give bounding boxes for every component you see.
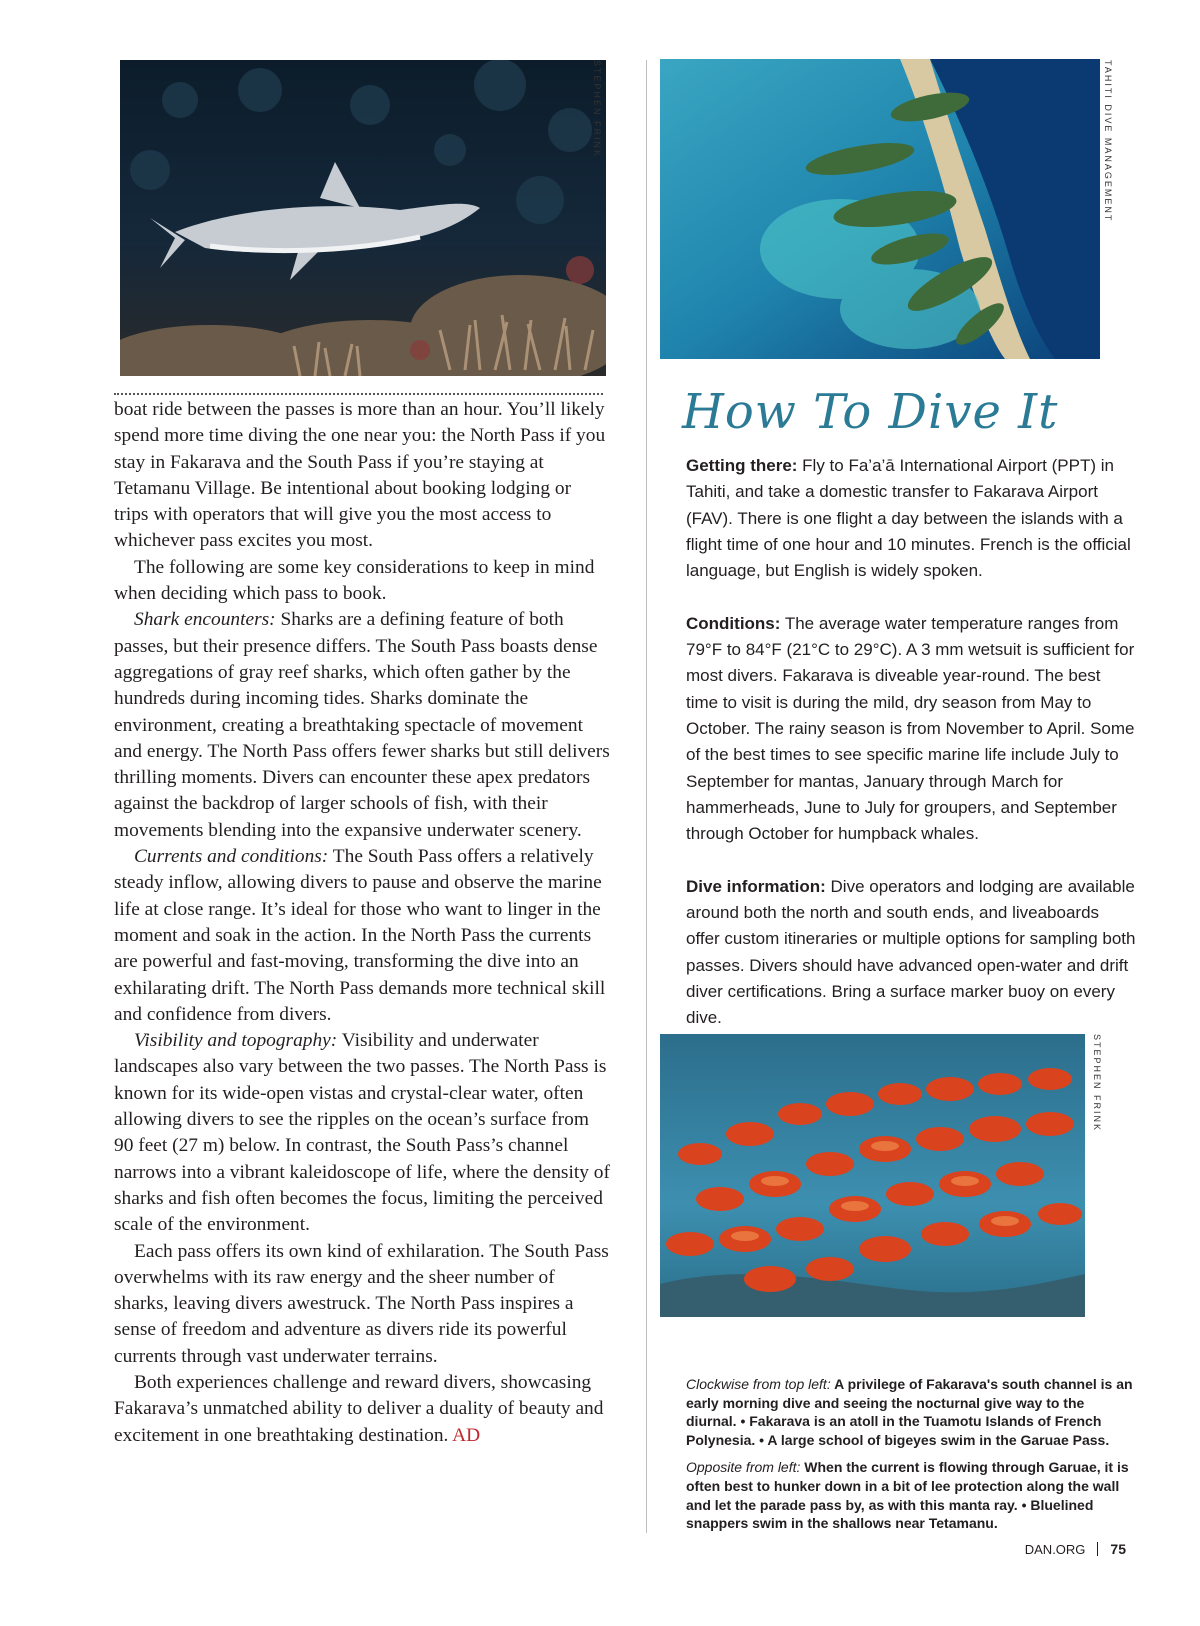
how-to-dive-it-sidebar [686, 453, 1136, 1058]
paragraph-lead: Shark encounters: [134, 609, 276, 631]
getting-there-text: Fly to Fa’a’ā International Airport (PPT) in Tahiti, and take a domestic transfer to Fakarava Airport (FAV). There is one flight a day between the islands with a flight time of one hour and 10 minutes. French is the official language, but English is widely spoken. [686, 456, 1131, 581]
atoll-photo-credit: TAHITI DIVE MANAGEMENT [1103, 60, 1113, 223]
caption-text: A privilege of Fakarava's south channel is an early morning dive and seeing the nocturnal give way to the diurnal. • Fakarava is an atoll in the Tuamotu Islands of French Polynesia. • A large school of bigeyes swim in the Garuae Pass. [686, 1376, 1133, 1448]
page-number: 75 [1110, 1541, 1126, 1557]
caption-opposite [686, 1458, 1136, 1532]
article-paragraph [114, 607, 610, 844]
end-mark: AD [452, 1424, 481, 1446]
dive-information-paragraph [686, 874, 1136, 1032]
article-paragraph [114, 1370, 610, 1449]
getting-there-paragraph [686, 453, 1136, 584]
article-body [114, 397, 610, 1449]
shark-photo-credit: STEPHEN FRINK [592, 60, 602, 159]
paragraph-text: Both experiences challenge and reward divers, showcasing Fakarava’s unmatched ability to deliver a duality of beauty and excitement in one breathtaking destination. [114, 1371, 604, 1446]
conditions-paragraph [686, 611, 1136, 848]
dotted-rule [114, 393, 603, 395]
photo-captions [686, 1375, 1136, 1542]
caption-clockwise [686, 1375, 1136, 1449]
caption-lead: Clockwise from top left: [686, 1376, 831, 1392]
conditions-label: Conditions: [686, 613, 781, 633]
article-paragraph [114, 1028, 610, 1238]
atoll-aerial-photo [660, 59, 1100, 359]
dive-information-text: Dive operators and lodging are available around both the north and south ends, and liveaboards offer custom itineraries or multiple options for sampling both passes. Divers should have advanced open-water and drift diver certifications. Bring a surface marker buoy on every dive. [686, 876, 1136, 1028]
article-paragraph: The following are some key considerations to keep in mind when deciding which pass to book. [114, 556, 595, 605]
paragraph-text: Sharks are a defining feature of both passes, but their presence differs. The South Pass boasts dense aggregations of gray reef sharks, which often gather by the hundreds during incoming tides. Sharks dominate the environment, creating a breathtaking spectacle of movement and energy. The North Pass offers fewer sharks but still delivers thrilling moments. Divers can encounter these apex predators against the backdrop of larger schools of fish, with their movements blending into the expansive underwater scenery. [114, 609, 610, 841]
paragraph-lead: Visibility and topography: [134, 1030, 338, 1052]
folio-separator [1097, 1542, 1098, 1556]
dive-information-label: Dive information: [686, 876, 826, 896]
paragraph-text: The South Pass offers a relatively steady inflow, allowing divers to pause and observe the marine life at close range. It’s ideal for those who want to linger in the moment and soak in the action. In the North Pass the currents are powerful and fast-moving, transforming the dive into an exhilarating drift. The North Pass demands more technical skill and confidence from divers. [114, 846, 606, 1025]
getting-there-label: Getting there: [686, 456, 798, 475]
caption-lead: Opposite from left: [686, 1459, 801, 1476]
article-paragraph: Each pass offers its own kind of exhilaration. The South Pass overwhelms with its raw energy and the sheer number of sharks, leaving divers awestruck. The North Pass inspires a sense of freedom and adventure as divers ride its powerful currents through vast underwater terrains. [114, 1240, 609, 1367]
page-folio [1025, 1541, 1126, 1557]
article-paragraph [114, 844, 610, 1028]
fish-photo-credit: STEPHEN FRINK [1092, 1034, 1102, 1133]
bigeye-school-photo [660, 1034, 1085, 1317]
sidebar-title: How To Dive It [682, 384, 1059, 440]
paragraph-text: Visibility and underwater landscapes also vary between the two passes. The North Pass is known for its wide-open vistas and crystal-clear water, often allowing divers to see the ripples on the ocean’s surface from 90 feet (27 m) below. In contrast, the South Pass’s channel narrows into a vibrant kaleidoscope of life, where the density of sharks and fish often becomes the focus, limiting the perceived scale of the environment. [114, 1030, 610, 1236]
article-paragraph: boat ride between the passes is more than an hour. You’ll likely spend more time diving the one near you: the North Pass if you stay in Fakarava and the South Pass if you’re staying at Tetamanu Village. Be intentional about booking lodging or trips with operators that will give you the most access to whichever pass excites you most. [114, 399, 606, 552]
caption-text: When the current is flowing through Garuae, it is often best to hunker down in a bit of lee protection along the wall and let the parade pass by, as with this manta ray. • Bluelined snappers swim in the shallows near Tetamanu. [686, 1459, 1129, 1532]
folio-site: DAN.ORG [1024, 1541, 1086, 1557]
conditions-text: The average water temperature ranges from 79°F to 84°F (21°C to 29°C). A 3 mm wetsuit is sufficient for most divers. Fakarava is diveable year-round. The best time to visit is during the mild, dry season from May to October. The rainy season is from November to April. Some of the best times to see specific marine life include July to September for mantas, January through March for hammerheads, June to July for groupers, and September through October for humpback whales. [686, 613, 1135, 844]
column-divider [646, 60, 647, 1533]
shark-photo [120, 60, 606, 376]
paragraph-lead: Currents and conditions: [134, 846, 329, 868]
